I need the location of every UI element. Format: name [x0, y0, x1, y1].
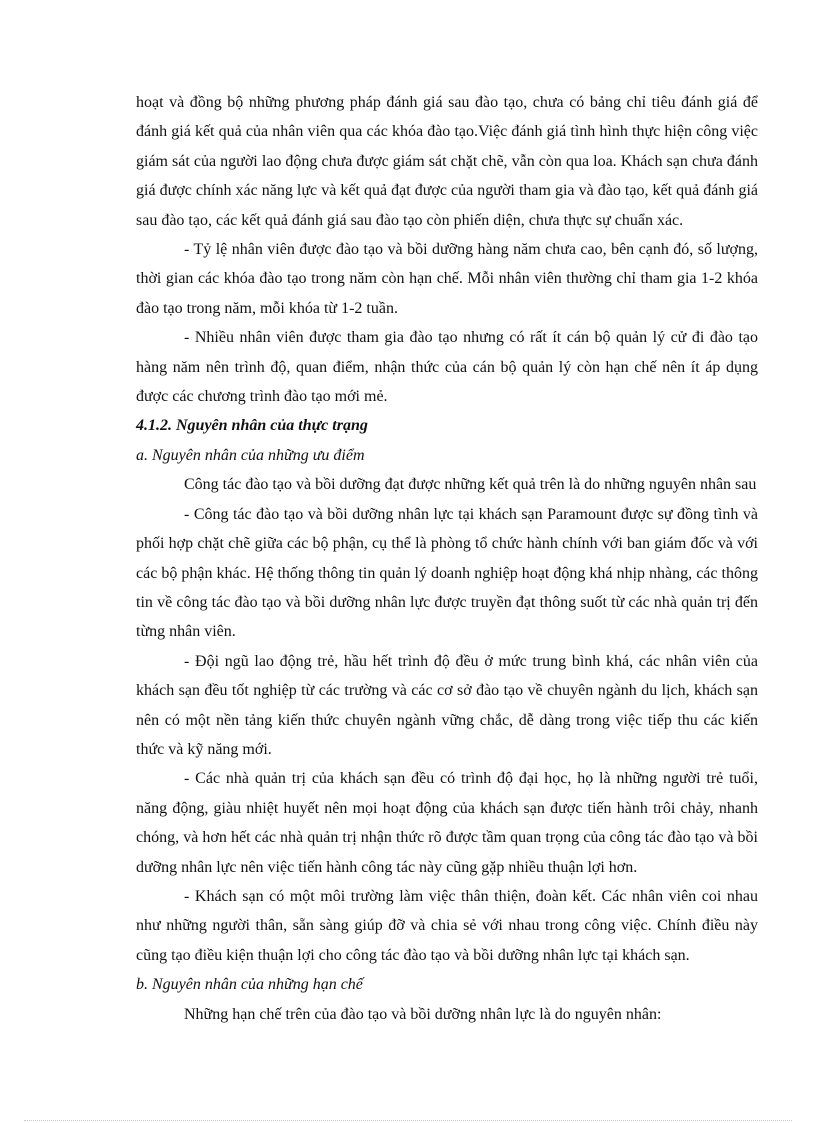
- subheading-a-strengths: a. Nguyên nhân của những ưu điểm: [136, 446, 365, 464]
- section-heading-4-1-2: 4.1.2. Nguyên nhân của thực trạng: [136, 417, 368, 435]
- paragraph-evaluation-weakness: hoạt và đồng bộ những phương pháp đánh giá sau đào tạo, chưa có bảng chỉ tiêu đánh giá để đánh giá kết quả của nhân viên qua các khóa đào tạo.Việc đánh giá tình hình thực hiện công việc giám sát của người lao động chưa được giám sát chặt chẽ, vẫn còn qua loa. Khách sạn chưa đánh giá được chính xác năng lực và kết quả đạt được của người tham gia và đào tạo, kết quả đánh giá sau đào tạo, các kết quả đánh giá sau đào tạo còn phiến diện, chưa thực sự chuẩn xác.: [136, 94, 758, 229]
- document-page: [136, 88, 758, 1029]
- page-bottom-dotted-rule: [24, 1120, 792, 1121]
- paragraph-training-rate: - Tỷ lệ nhân viên được đào tạo và bồi dưỡng hàng năm chưa cao, bên cạnh đó, số lượng, thời gian các khóa đào tạo trong năm còn hạn chế. Mỗi nhân viên thường chỉ tham gia 1-2 khóa đào tạo trong năm, mỗi khóa từ 1-2 tuần.: [136, 241, 758, 317]
- paragraph-friendly-environment: - Khách sạn có một môi trường làm việc thân thiện, đoàn kết. Các nhân viên coi nhau như những người thân, sẵn sàng giúp đỡ và chia sẻ với nhau trong công việc. Chính điều này cũng tạo điều kiện thuận lợi cho công tác đào tạo và bồi dưỡng nhân lực tại khách sạn.: [136, 887, 758, 964]
- paragraph-managers-education: - Các nhà quản trị của khách sạn đều có trình độ đại học, họ là những người trẻ tuổi, năng động, giàu nhiệt huyết nên mọi hoạt động của khách sạn được tiến hành trôi chảy, nhanh chóng, và hơn hết các nhà quản trị nhận thức rõ được tầm quan trọng của công tác đào tạo và bồi dưỡng nhân lực nên việc tiến hành công tác này cũng gặp nhiều thuận lợi hơn.: [136, 770, 758, 876]
- paragraph-limitations-intro: Những hạn chế trên của đào tạo và bồi dưỡng nhân lực là do nguyên nhân:: [184, 1005, 662, 1023]
- paragraph-coordination: - Công tác đào tạo và bồi dưỡng nhân lực tại khách sạn Paramount được sự đồng tình và phối hợp chặt chẽ giữa các bộ phận, cụ thể là phòng tổ chức hành chính với ban giám đốc và với các bộ phận khác. Hệ thống thông tin quản lý doanh nghiệp hoạt động khá nhịp nhàng, các thông tin về công tác đào tạo và bồi dưỡng nhân lực được truyền đạt thông suốt từ các nhà quản trị đến từng nhân viên.: [136, 505, 758, 641]
- paragraph-managers-training: - Nhiều nhân viên được tham gia đào tạo nhưng có rất ít cán bộ quản lý cử đi đào tạo hàng năm nên trình độ, quan điểm, nhận thức của cán bộ quản lý còn hạn chế nên ít áp dụng được các chương trình đào tạo mới mẻ.: [136, 329, 758, 406]
- paragraph-strengths-intro: Công tác đào tạo và bồi dưỡng đạt được những kết quả trên là do những nguyên nhân sau: [184, 476, 757, 494]
- paragraph-young-workforce: - Đội ngũ lao động trẻ, hầu hết trình độ đều ở mức trung bình khá, các nhân viên của khách sạn đều tốt nghiệp từ các trường và các cơ sở đào tạo về chuyên ngành du lịch, khách sạn nên có một nền tảng kiến thức chuyên ngành vững chắc, dễ dàng trong việc tiếp thu các kiến thức và kỹ năng mới.: [136, 652, 758, 758]
- subheading-b-limitations: b. Nguyên nhân của những hạn chế: [136, 976, 363, 994]
